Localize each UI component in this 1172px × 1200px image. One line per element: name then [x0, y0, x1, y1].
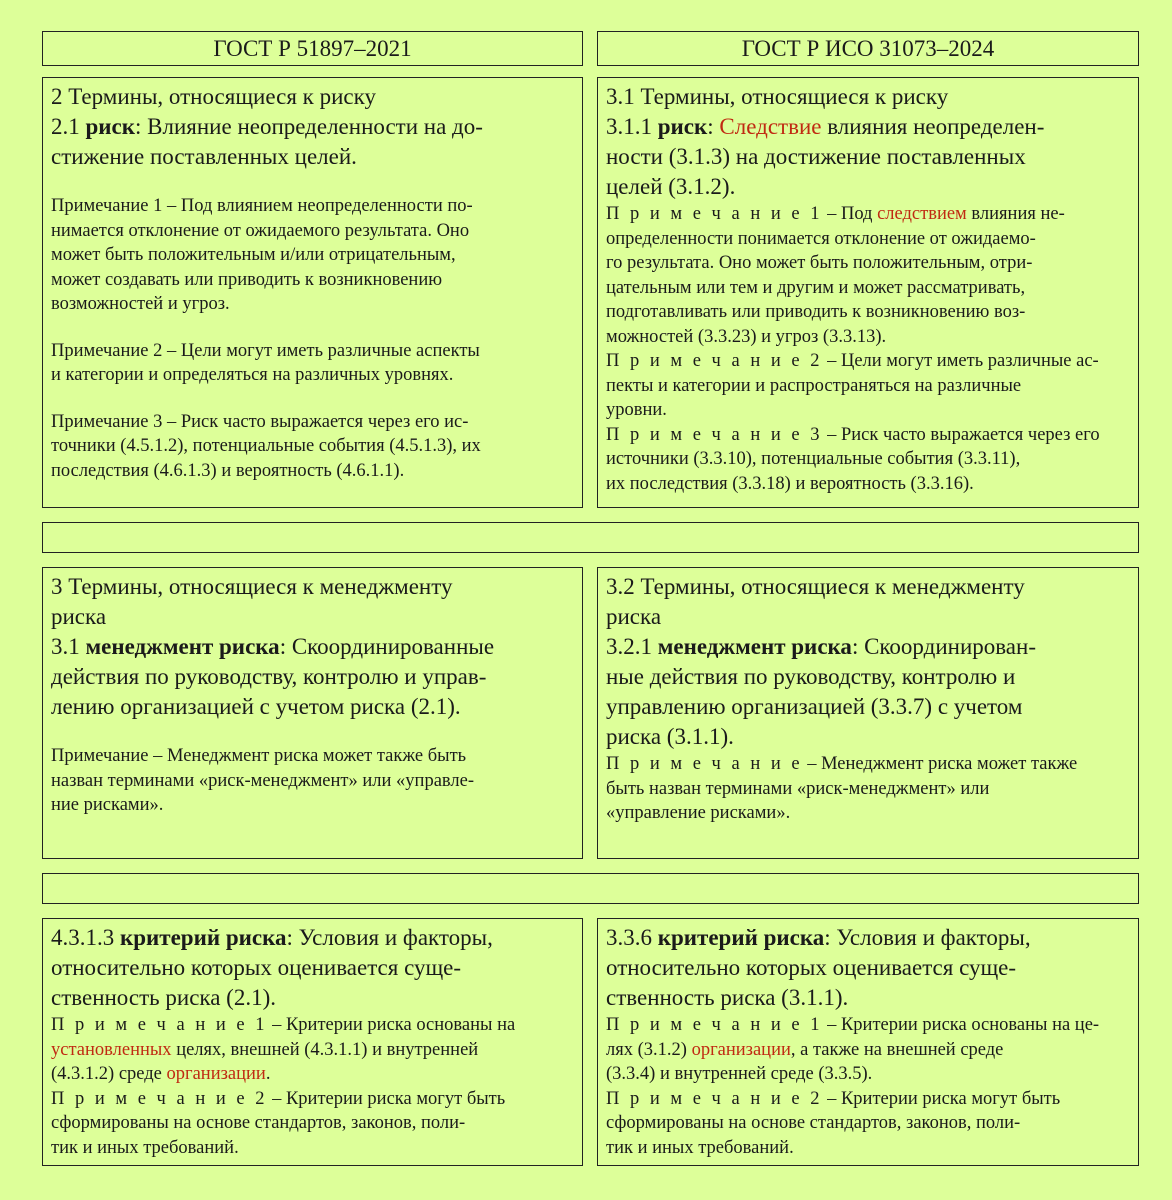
note-3: П р и м е ч а н и е 3 – Риск часто выражается через его источники (3.3.10), потенциальные события (3.3.11), их последствия (3.3.18) и вероятность (3.3.16).	[606, 424, 1100, 494]
highlight-text: организации	[166, 1064, 266, 1084]
term-name: риск	[657, 114, 708, 139]
term-name: менеджмент риска	[85, 634, 280, 659]
note-1: Примечание 1 – Под влиянием неопределенности по- нимается отклонение от ожидаемого результата. Оно может быть положительным и/или отрицательным, может создавать или приводить к возникновению возможностей и угроз.	[51, 196, 473, 314]
row2-left-cell	[42, 567, 583, 859]
note: Примечание – Менеджмент риска может также быть назван терминами «риск-менеджмент» или «управле- ние рисками».	[51, 746, 474, 815]
note-2: П р и м е ч а н и е 2 – Критерии риска могут быть сформированы на основе стандартов, законов, поли- тик и иных требований.	[51, 1088, 506, 1158]
row1-right-cell	[597, 77, 1139, 508]
term-definition: 4.3.1.3 критерий риска: Условия и факторы, относительно которых оценивается суще- ственность риска (2.1).	[51, 925, 493, 1010]
spacer-row-1	[42, 522, 1139, 553]
note-1: П р и м е ч а н и е 1 – Критерии риска основаны на установленных целях, внешней (4.3.1.1) и внутренней (4.3.1.2) среде организации.	[51, 1015, 516, 1084]
highlight-text: организации	[691, 1039, 791, 1060]
note-1: П р и м е ч а н и е 1 – Под следствием влияния не- определенности понимается отклонение от ожидаемо- го результата. Оно может быть положительным, отри- цательным или тем и другим и может рассматривать, подготавливать или приводить к возникновению воз- можностей (3.3.23) и угроз (3.3.13).	[606, 204, 1065, 347]
row3-left-cell	[42, 918, 583, 1166]
term-name: критерий риска	[120, 925, 287, 950]
highlight-text: установленных	[51, 1039, 172, 1060]
note-1: П р и м е ч а н и е 1 – Критерии риска основаны на це- лях (3.1.2) организации, а также на внешней среде (3.3.4) и внутренней среде (3.3.5).	[606, 1015, 1100, 1084]
note-3: Примечание 3 – Риск часто выражается через его ис- точники (4.5.1.2), потенциальные события (4.5.1.3), их последствия (4.6.1.3) и вероятность (4.6.1.1).	[51, 411, 481, 481]
row3-right-cell	[597, 918, 1139, 1166]
header-left	[42, 31, 583, 66]
note-2: Примечание 2 – Цели могут иметь различные аспекты и категории и определяться на различных уровнях.	[51, 340, 480, 385]
header-left-text: ГОСТ Р 51897–2021	[213, 36, 412, 61]
highlight-text: следствием	[877, 204, 967, 224]
term-name: менеджмент риска	[657, 634, 852, 659]
note-2: П р и м е ч а н и е 2 – Критерии риска могут быть сформированы на основе стандартов, законов, поли- тик и иных требований.	[606, 1088, 1061, 1158]
section-heading: 2 Термины, относящиеся к риску	[51, 84, 376, 109]
term-name: риск	[85, 114, 136, 139]
term-definition: 3.2.1 менеджмент риска: Скоординирован- ные действия по руководству, контролю и управлению организацией (3.3.7) с учетом риска (3.1.1).	[606, 634, 1036, 749]
section-heading: 3.1 Термины, относящиеся к риску	[606, 84, 949, 109]
header-right-text: ГОСТ Р ИСО 31073–2024	[741, 36, 995, 61]
term-definition: 3.3.6 критерий риска: Условия и факторы, относительно которых оценивается суще- ственность риска (3.1.1).	[606, 925, 1031, 1010]
row1-left-cell	[42, 77, 583, 508]
row2-right-cell	[597, 567, 1139, 859]
section-heading: 3 Термины, относящиеся к менеджменту риска	[51, 574, 453, 629]
term-name: критерий риска	[657, 925, 825, 950]
section-heading: 3.2 Термины, относящиеся к менеджменту риска	[606, 574, 1025, 629]
note: П р и м е ч а н и е – Менеджмент риска может также быть назван терминами «риск-менеджмент» или «управление рисками».	[606, 754, 1078, 823]
term-definition: 3.1 менеджмент риска: Скоординированные действия по руководству, контролю и управ- лению организацией с учетом риска (2.1).	[51, 634, 495, 719]
spacer-row-2	[42, 873, 1139, 904]
note-2: П р и м е ч а н и е 2 – Цели могут иметь различные ас- пекты и категории и распространяться на различные уровни.	[606, 351, 1099, 420]
highlight-text: Следствие	[719, 114, 822, 139]
term-definition: 3.1.1 риск: Следствие влияния неопределен- ности (3.1.3) на достижение поставленных целей (3.1.2).	[606, 114, 1045, 199]
header-right	[597, 31, 1139, 66]
term-definition: 2.1 риск: Влияние неопределенности на до- стижение поставленных целей.	[51, 114, 483, 169]
